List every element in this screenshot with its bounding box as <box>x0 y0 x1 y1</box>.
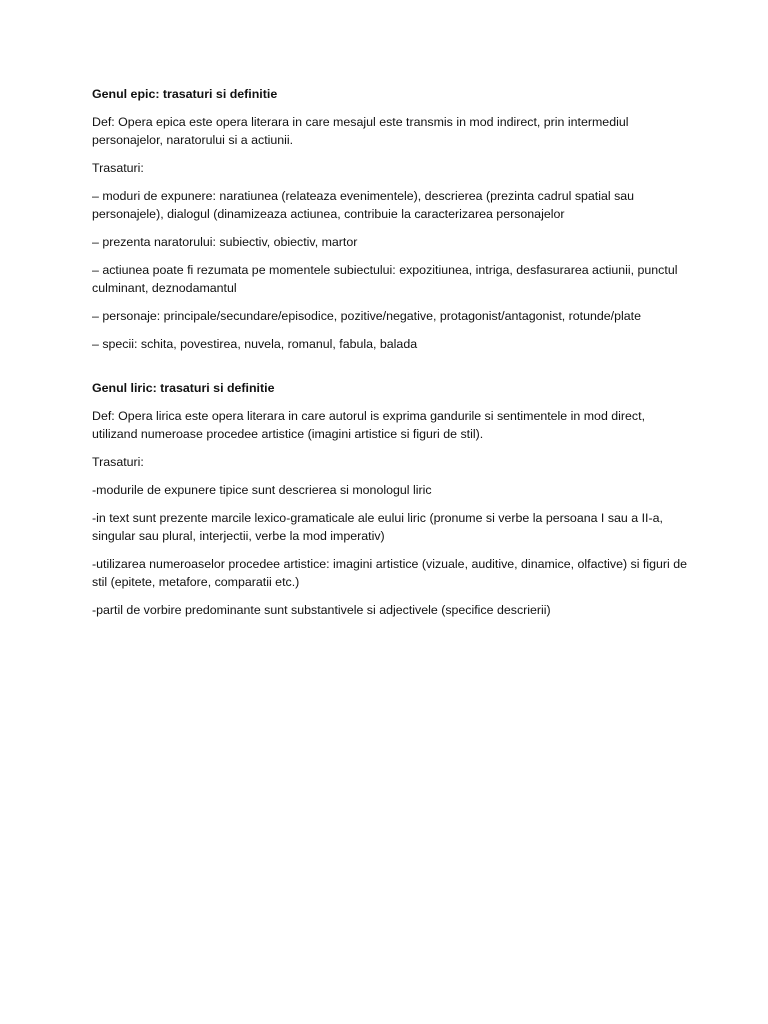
trait-item: – actiunea poate fi rezumata pe momentele subiectului: expozitiunea, intriga, desfasurarea actiunii, punctul culminant, deznodamantul <box>92 263 678 295</box>
traits-label: Trasaturi: <box>92 455 144 469</box>
trait-item: – moduri de expunere: naratiunea (relateaza evenimentele), descrierea (prezinta cadrul spatial sau personajele), dialogul (dinamizeaza actiunea, contribuie la caracterizarea personajelor <box>92 189 635 221</box>
section-genul-liric <box>92 379 692 619</box>
trait-item: -in text sunt prezente marcile lexico-gramaticale ale eului liric (pronume si verbe la persoana I sau a II-a, singular sau plural, interjectii, verbe la mod imperativ) <box>92 511 663 543</box>
trait-item: -modurile de expunere tipice sunt descrierea si monologul liric <box>92 483 432 497</box>
document-page <box>92 85 692 629</box>
traits-label: Trasaturi: <box>92 161 144 175</box>
section-title: Genul liric: trasaturi si definitie <box>92 381 275 395</box>
trait-item: – personaje: principale/secundare/episodice, pozitive/negative, protagonist/antagonist, rotunde/plate <box>92 309 641 323</box>
section-title: Genul epic: trasaturi si definitie <box>92 87 278 101</box>
section-spacer <box>92 363 692 379</box>
trait-item: -partil de vorbire predominante sunt substantivele si adjectivele (specifice descrierii) <box>92 603 551 617</box>
section-genul-epic <box>92 85 692 353</box>
definition-text: Def: Opera lirica este opera literara in care autorul is exprima gandurile si sentimentele in mod direct, utilizand numeroase procedee artistice (imagini artistice si figuri de stil). <box>92 409 646 441</box>
trait-item: – specii: schita, povestirea, nuvela, romanul, fabula, balada <box>92 337 418 351</box>
definition-text: Def: Opera epica este opera literara in care mesajul este transmis in mod indirect, prin intermediul personajelor, naratorului si a actiunii. <box>92 115 629 147</box>
trait-item: – prezenta naratorului: subiectiv, obiectiv, martor <box>92 235 358 249</box>
trait-item: -utilizarea numeroaselor procedee artistice: imagini artistice (vizuale, auditive, dinamice, olfactive) si figuri de stil (epitete, metafore, comparatii etc.) <box>92 557 688 589</box>
